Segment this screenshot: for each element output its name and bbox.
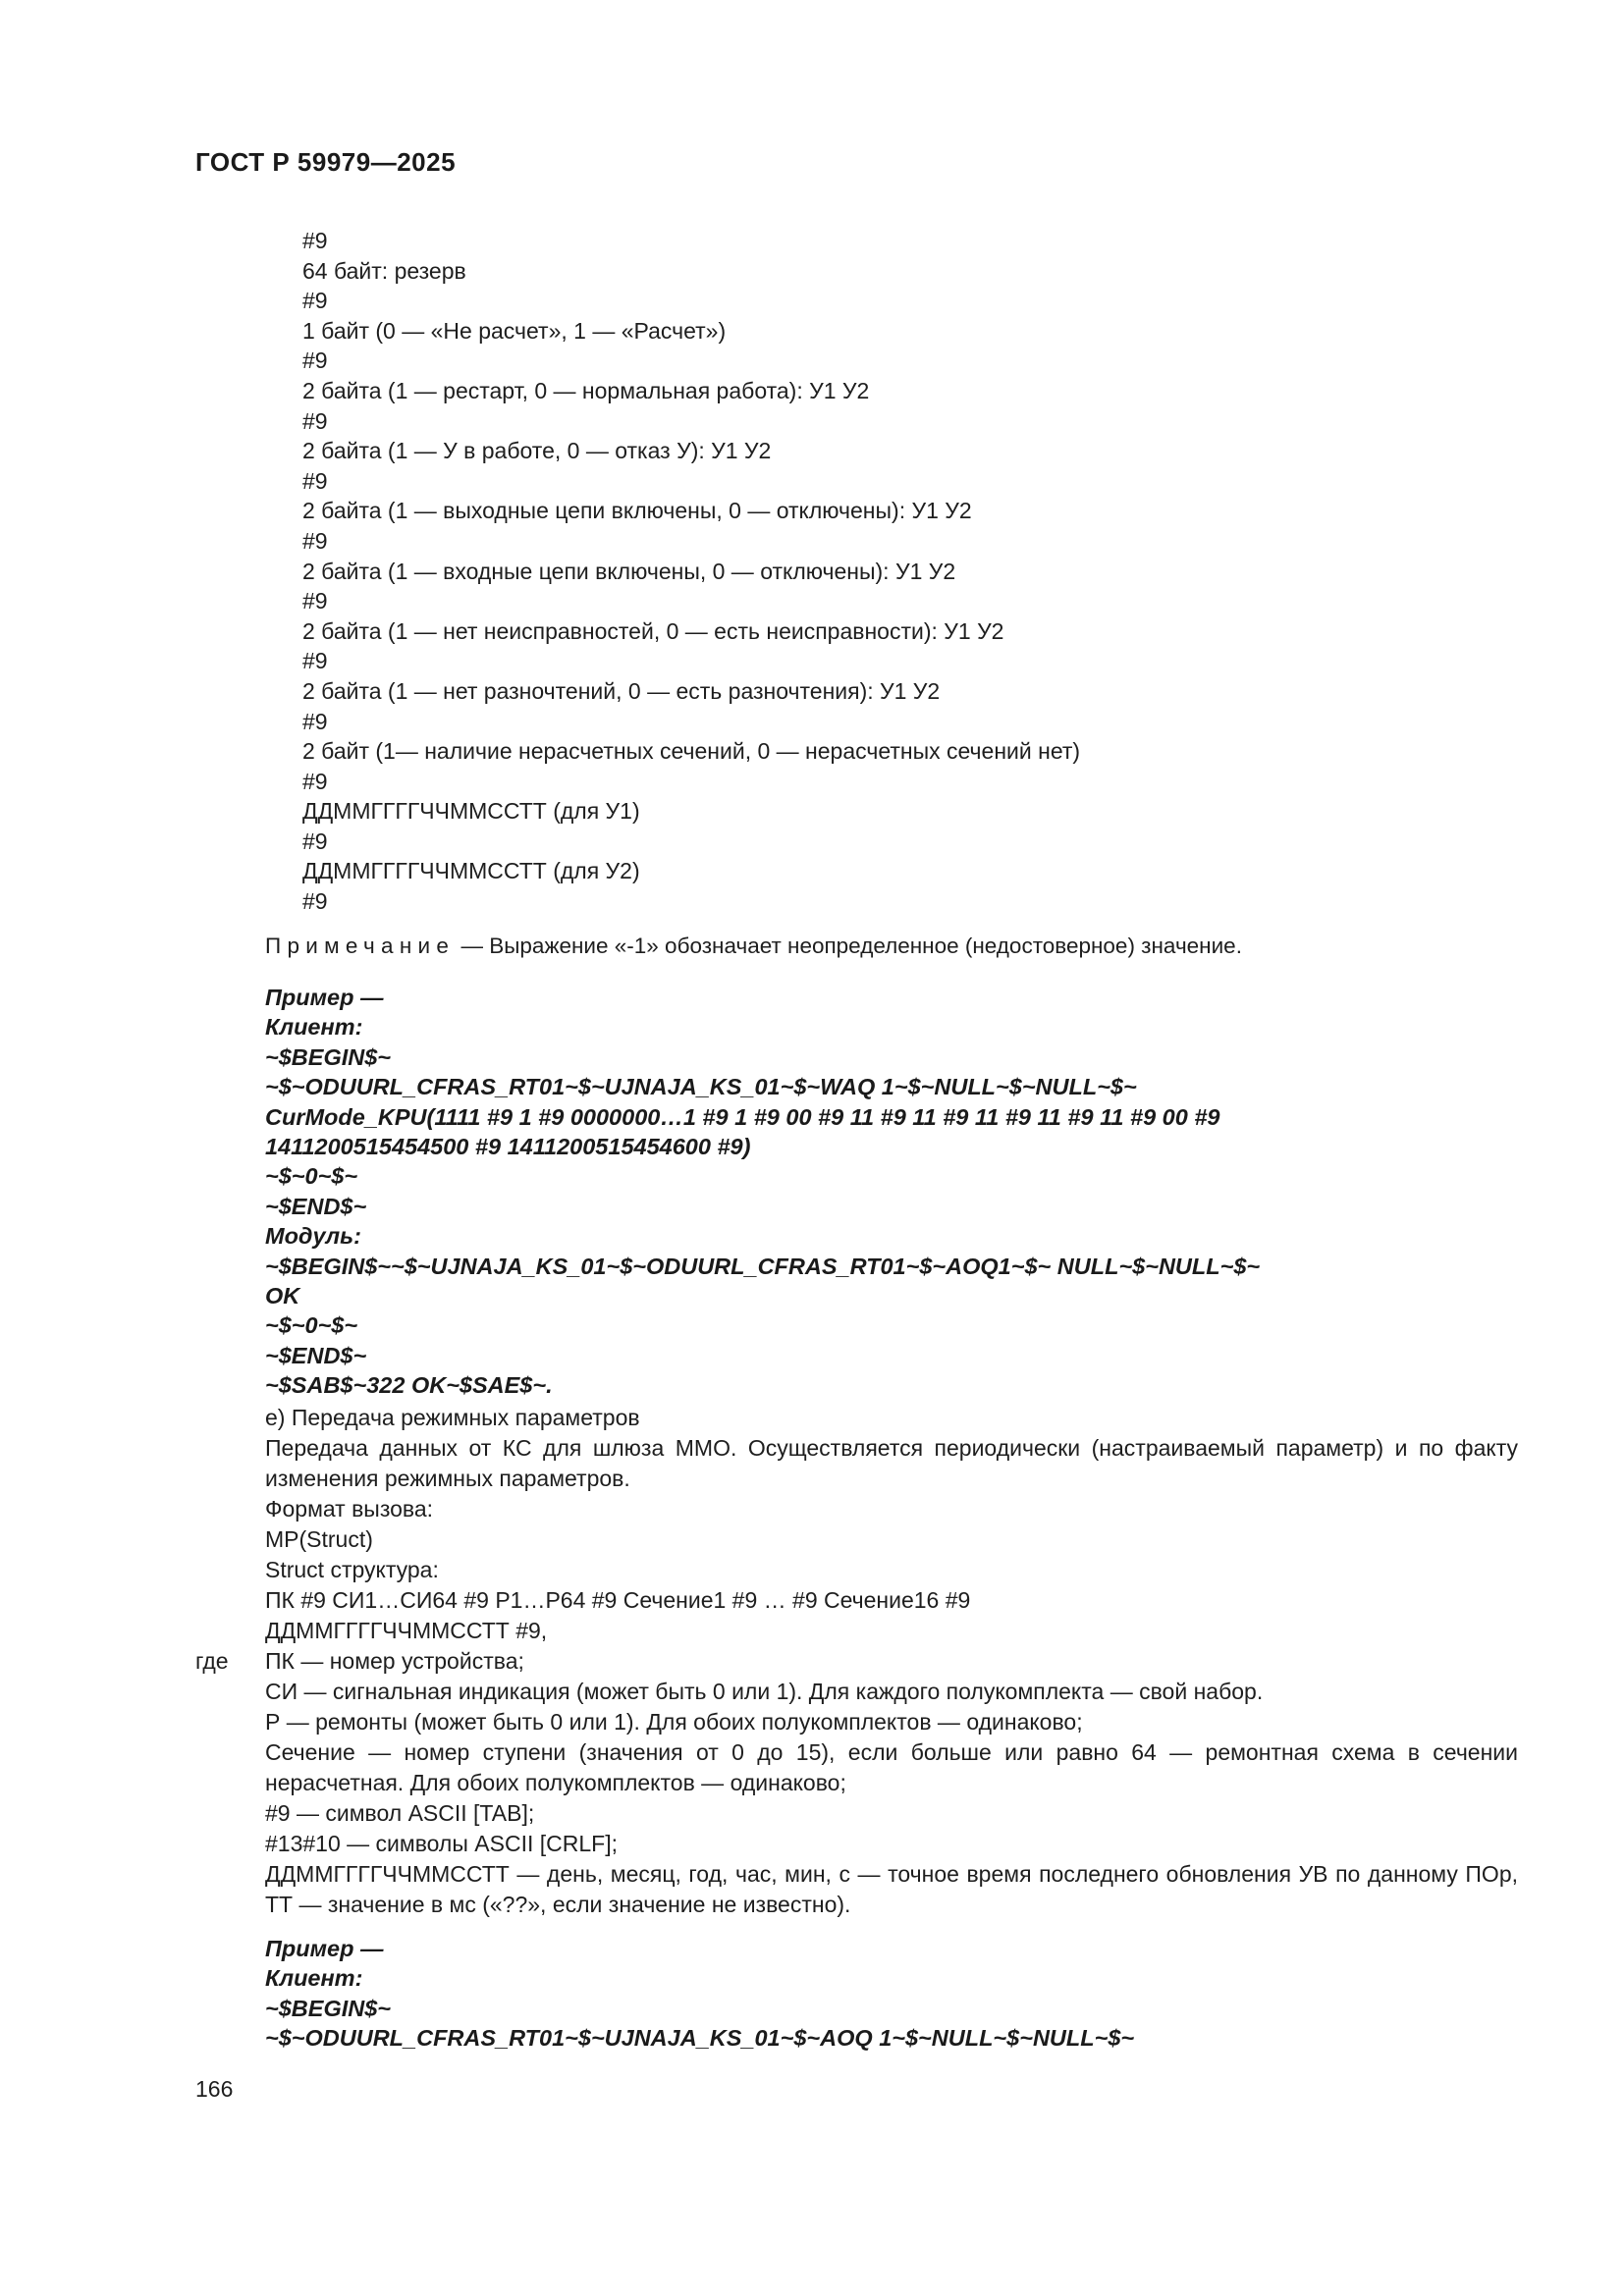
example-line: ~$BEGIN$~ xyxy=(265,1995,392,2021)
field-line: ДДММГГГГЧЧММССТТ (для У1) xyxy=(302,798,640,825)
section-e xyxy=(195,1403,1518,1920)
where-row xyxy=(195,1646,1518,1677)
field-line: 2 байт (1— наличие нерасчетных сечений, 0 — нерасчетных сечений нет) xyxy=(302,738,1081,765)
definition-r: Р — ремонты (может быть 0 или 1). Для обоих полукомплектов — одинаково; xyxy=(265,1709,1083,1735)
page-number: 166 xyxy=(195,2076,234,2102)
document-header: ГОСТ Р 59979—2025 xyxy=(195,147,457,177)
field-line: #9 xyxy=(302,347,328,374)
note-label: Примечание xyxy=(265,934,456,958)
field-line: #9 xyxy=(302,828,328,854)
example-block xyxy=(265,983,1260,1401)
section-heading: е) Передача режимных параметров xyxy=(265,1405,640,1430)
struct-label: Struct структура: xyxy=(265,1557,439,1582)
definition-time: ДДММГГГГЧЧММССТТ — день, месяц, год, час, мин, с — точное время последнего обновления УВ по данному ПОр, ТТ — значение в мс («??», если значение не известно). xyxy=(265,1861,1518,1917)
field-line: #9 xyxy=(302,768,328,794)
example-line: ~$BEGIN$~~$~UJNAJA_KS_01~$~ODUURL_CFRAS_RT01~$~AOQ1~$~ NULL~$~NULL~$~ xyxy=(265,1253,1261,1279)
field-line: 2 байта (1 — У в работе, 0 — отказ У): У1 У2 xyxy=(302,438,772,464)
field-line: #9 xyxy=(302,228,328,253)
format-label: Формат вызова: xyxy=(265,1496,434,1522)
example-line: 1411200515454500 #9 1411200515454600 #9) xyxy=(265,1134,751,1160)
example-line: Пример — xyxy=(265,1936,384,1961)
field-line: #9 xyxy=(302,648,328,674)
note xyxy=(265,934,1242,959)
example-line: ~$END$~ xyxy=(265,1342,367,1368)
struct-line: ДДММГГГГЧЧММССТТ #9, xyxy=(265,1618,548,1643)
example-line: ~$~ODUURL_CFRAS_RT01~$~UJNAJA_KS_01~$~AOQ 1~$~NULL~$~NULL~$~ xyxy=(265,2025,1135,2052)
field-line: #9 xyxy=(302,288,328,314)
field-line: 2 байта (1 — входные цепи включены, 0 — отключены): У1 У2 xyxy=(302,558,956,584)
field-line: ДДММГГГГЧЧММССТТ (для У2) xyxy=(302,858,640,884)
struct-line: ПК #9 СИ1…СИ64 #9 Р1…Р64 #9 Сечение1 #9 … #9 Сечение16 #9 xyxy=(265,1587,971,1613)
example-line: ~$~0~$~ xyxy=(265,1312,358,1339)
field-line: #9 xyxy=(302,588,328,614)
field-line: 64 байт: резерв xyxy=(302,257,466,284)
field-line: #9 xyxy=(302,527,328,554)
section-intro: Передача данных от КС для шлюза ММО. Осуществляется периодически (настраиваемый параметр) и по факту изменения режимных параметров. xyxy=(265,1435,1518,1491)
field-line: 1 байт (0 — «Не расчет», 1 — «Расчет») xyxy=(302,317,727,344)
field-line: 2 байта (1 — нет разночтений, 0 — есть разночтения): У1 У2 xyxy=(302,677,941,704)
field-line: 2 байта (1 — выходные цепи включены, 0 — отключены): У1 У2 xyxy=(302,498,972,524)
field-line: #9 xyxy=(302,467,328,494)
field-line: 2 байта (1 — рестарт, 0 — нормальная работа): У1 У2 xyxy=(302,377,870,403)
example-line: ~$BEGIN$~ xyxy=(265,1043,392,1070)
example-line: Клиент: xyxy=(265,1965,363,1992)
example-line: CurMode_KPU(1111 #9 1 #9 0000000…1 #9 1 #9 00 #9 11 #9 11 #9 11 #9 11 #9 11 #9 00 #9 xyxy=(265,1103,1220,1130)
example-line: ~$~ODUURL_CFRAS_RT01~$~UJNAJA_KS_01~$~WAQ 1~$~NULL~$~NULL~$~ xyxy=(265,1074,1137,1100)
field-line: #9 xyxy=(302,708,328,734)
note-text: — Выражение «-1» обозначает неопределенное (недостоверное) значение. xyxy=(455,934,1242,958)
example-line: ~$~0~$~ xyxy=(265,1163,358,1190)
call-signature: MP(Struct) xyxy=(265,1526,373,1552)
example-line: Пример — xyxy=(265,985,384,1010)
where-word: где xyxy=(195,1648,229,1674)
definition-crlf: #13#10 — символы ASCII [CRLF]; xyxy=(265,1831,618,1856)
field-line: #9 xyxy=(302,888,328,915)
definition-tab: #9 — символ ASCII [TAB]; xyxy=(265,1800,535,1826)
definition-pk: ПК — номер устройства; xyxy=(265,1648,524,1674)
example-line: ~$END$~ xyxy=(265,1193,367,1219)
example-line: Модуль: xyxy=(265,1223,361,1250)
field-line: 2 байта (1 — нет неисправностей, 0 — есть неисправности): У1 У2 xyxy=(302,617,1004,644)
example-line: ~$SAB$~322 OK~$SAE$~. xyxy=(265,1372,553,1399)
example-block xyxy=(265,1934,1134,2054)
field-line: #9 xyxy=(302,407,328,434)
example-line: Клиент: xyxy=(265,1014,363,1041)
example-line: OK xyxy=(265,1283,300,1309)
definition-si: СИ — сигнальная индикация (может быть 0 или 1). Для каждого полукомплекта — свой набор. xyxy=(265,1679,1264,1704)
field-list xyxy=(302,226,1080,917)
definition-section: Сечение — номер ступени (значения от 0 до 15), если больше или равно 64 — ремонтная схема в сечении нерасчетная. Для обоих полукомплектов — одинаково; xyxy=(265,1739,1518,1795)
